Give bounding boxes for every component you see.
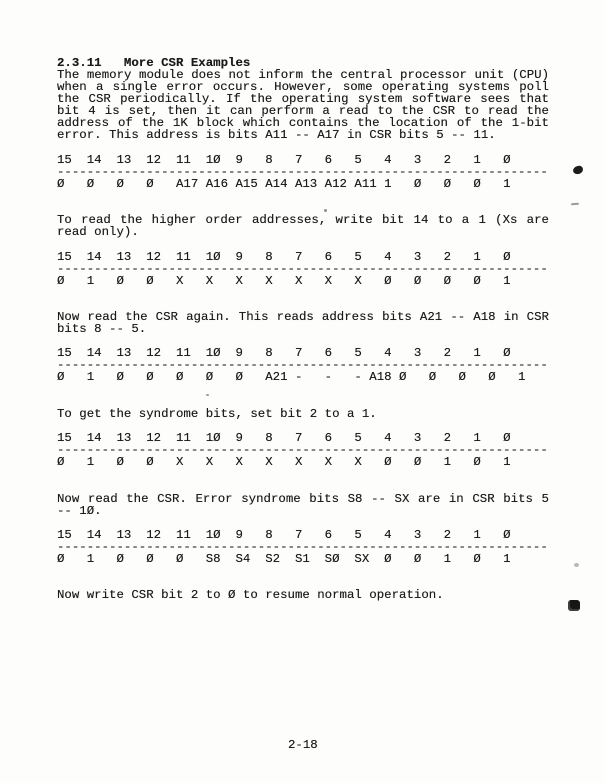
bit-number-header-row: 15 14 13 12 11 1Ø 9 8 7 6 5 4 3 2 1 Ø [57, 528, 511, 542]
csr-bit-table-syndrome [57, 529, 549, 565]
bit-number-header-row: 15 14 13 12 11 1Ø 9 8 7 6 5 4 3 2 1 Ø [57, 153, 511, 167]
ink-blob-artifact [568, 600, 580, 611]
paragraph-syndrome-set [57, 408, 549, 420]
bit-values-row: Ø 1 Ø Ø Ø S8 S4 S2 S1 SØ SX Ø Ø 1 Ø 1 [57, 552, 511, 567]
bit-values-row: Ø Ø Ø Ø A17 A16 A15 A14 A13 A12 A11 1 Ø Ø Ø 1 [57, 177, 511, 192]
paragraph-intro [57, 69, 549, 142]
bit-values-row: Ø 1 Ø Ø Ø Ø Ø A21 - - - A18 Ø Ø Ø Ø 1 [57, 370, 526, 385]
text-line: read only). [57, 225, 139, 240]
bit-number-header-row: 15 14 13 12 11 1Ø 9 8 7 6 5 4 3 2 1 Ø [57, 250, 511, 264]
text-line: the CSR periodically. If the operating system software sees that [57, 92, 549, 107]
text-line: address of the 1K block which contains the location of the 1-bit [57, 116, 549, 131]
bit-number-header-row: 15 14 13 12 11 1Ø 9 8 7 6 5 4 3 2 1 Ø [57, 346, 511, 360]
text-line: when a single error occurs. However, some operating systems poll [57, 80, 549, 95]
paragraph-read-again [57, 311, 549, 335]
scan-speck-artifact [206, 394, 209, 396]
paragraph-syndrome-read [57, 493, 549, 517]
csr-bit-table-address-low [57, 154, 549, 190]
paragraph-higher-order [57, 214, 549, 238]
text-line: To read the higher order addresses, write bit 14 to a 1 (Xs are [57, 213, 549, 227]
table-separator-row: ------------------------------------------------------------------ [57, 443, 548, 458]
table-separator-row: ------------------------------------------------------------------ [57, 165, 548, 180]
ink-dot-artifact [574, 563, 579, 567]
ink-blob-artifact [572, 165, 583, 175]
page-number: 2-18 [288, 738, 318, 752]
ink-dash-artifact [571, 203, 579, 206]
csr-bit-table-write-bit14 [57, 251, 549, 287]
bit-values-row: Ø 1 Ø Ø X X X X X X X Ø Ø 1 Ø 1 [57, 455, 511, 470]
csr-bit-table-address-high [57, 347, 549, 383]
table-separator-row: ------------------------------------------------------------------ [57, 358, 548, 373]
table-separator-row: ------------------------------------------------------------------ [57, 540, 548, 555]
text-line: Now read the CSR. Error syndrome bits S8 -- SX are in CSR bits 5 [57, 492, 549, 506]
text-line: Now write CSR bit 2 to Ø to resume normal operation. [57, 588, 444, 602]
scan-speck-artifact [324, 209, 327, 212]
section-heading: 2.3.11 More CSR Examples [57, 56, 251, 70]
text-line: To get the syndrome bits, set bit 2 to a 1. [57, 407, 377, 421]
text-line: error. This address is bits A11 -- A17 in CSR bits 5 -- 11. [57, 128, 496, 143]
text-line: The memory module does not inform the central processor unit (CPU) [57, 68, 549, 82]
table-separator-row: ------------------------------------------------------------------ [57, 262, 548, 277]
bit-values-row: Ø 1 Ø Ø X X X X X X X Ø Ø Ø Ø 1 [57, 274, 511, 289]
text-line: bit 4 is set, then it can perform a read to the CSR to read the [57, 104, 549, 119]
text-line: Now read the CSR again. This reads address bits A21 -- A18 in CSR [57, 310, 549, 324]
paragraph-resume [57, 589, 549, 601]
bit-number-header-row: 15 14 13 12 11 1Ø 9 8 7 6 5 4 3 2 1 Ø [57, 431, 511, 445]
csr-bit-table-set-bit2 [57, 432, 549, 468]
text-line: bits 8 -- 5. [57, 322, 147, 337]
text-line: -- 1Ø. [57, 504, 102, 519]
